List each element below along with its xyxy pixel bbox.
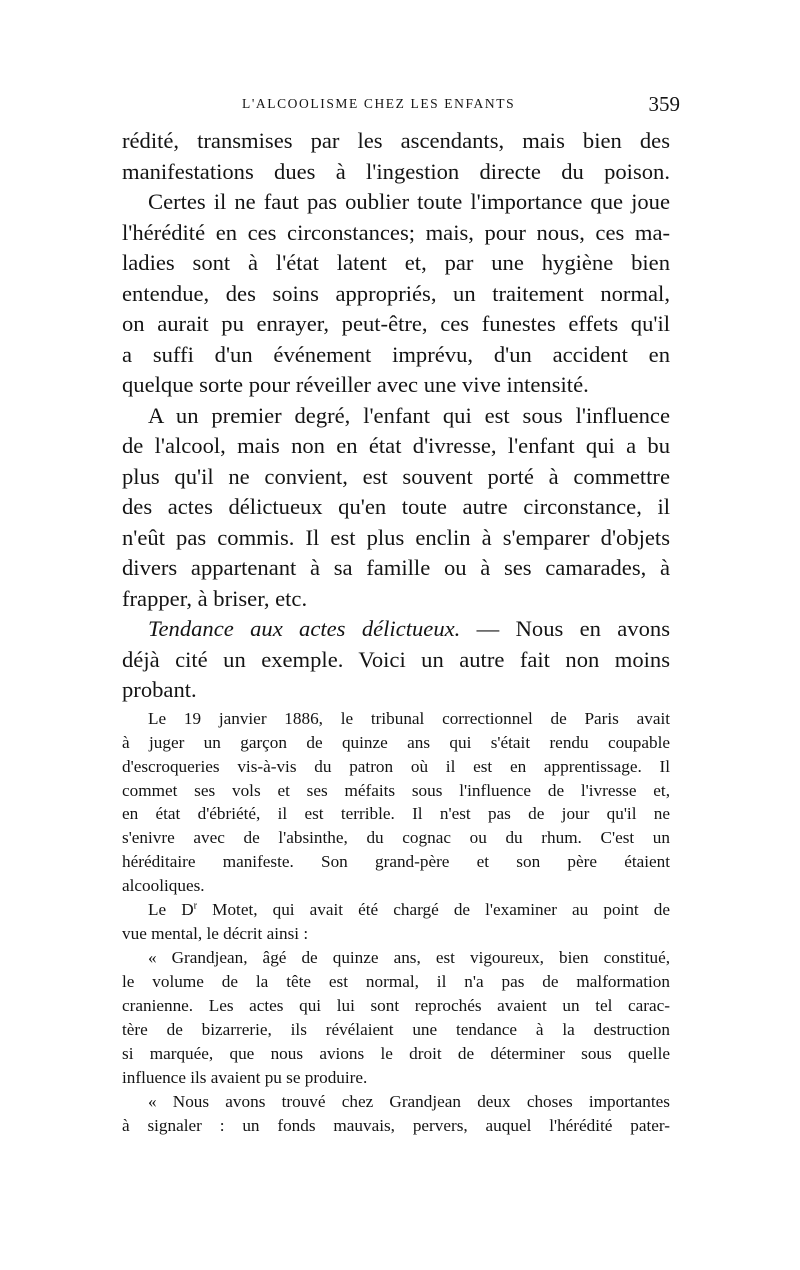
text-line: frapper, à briser, etc. [122, 586, 308, 611]
text-line: plus qu'il ne convient, est souvent porté à commettre [122, 464, 670, 489]
section-heading-rest: — Nous en avons [460, 616, 670, 641]
quote-line: « Nous avons trouvé chez Grandjean deux choses importantes [148, 1092, 670, 1111]
text-line: rédité, transmises par les ascendants, mais bien des [122, 128, 670, 153]
motet-post: Motet, qui avait été chargé de l'examiner au point de [197, 900, 670, 919]
quote-line: « Grandjean, âgé de quinze ans, est vigoureux, bien constitué, [148, 948, 670, 967]
quote-line: tère de bizarrerie, ils révélaient une tendance à la destruction [122, 1020, 670, 1039]
text-line: manifestations dues à l'ingestion directe du poison. [122, 159, 670, 184]
text-line: des actes délictueux qu'en toute autre circonstance, il [122, 494, 670, 519]
section-heading-italic: Tendance aux actes délictueux. [148, 616, 461, 641]
quote-line: commet ses vols et ses méfaits sous l'influence de l'ivresse et, [122, 781, 670, 800]
quote-line: cranienne. Les actes qui lui sont reprochés avaient un tel carac- [122, 996, 670, 1015]
quote-line: le volume de la tête est normal, il n'a pas de malformation [122, 972, 670, 991]
motet-sup: r [193, 900, 198, 912]
page-header [120, 92, 680, 116]
quote-line: alcooliques. [122, 876, 205, 895]
text-line: divers appartenant à sa famille ou à ses camarades, à [122, 555, 670, 580]
text-line: l'hérédité en ces circonstances; mais, pour nous, ces ma- [122, 220, 670, 245]
text-line: A un premier degré, l'enfant qui est sous l'influence [148, 403, 670, 428]
quote-line: à signaler : un fonds mauvais, pervers, auquel l'hérédité pater- [122, 1116, 670, 1135]
quote-line: héréditaire manifeste. Son grand-père et son père étaient [122, 852, 670, 871]
quote-line [148, 898, 670, 921]
text-line: de l'alcool, mais non en état d'ivresse, l'enfant qui a bu [122, 433, 670, 458]
motet-pre: Le D [148, 900, 194, 919]
section-heading-line [148, 614, 670, 643]
text-line: ladies sont à l'état latent et, par une hygiène bien [122, 250, 670, 275]
quote-line: Le 19 janvier 1886, le tribunal correctionnel de Paris avait [148, 709, 670, 728]
text-line: n'eût pas commis. Il est plus enclin à s'emparer d'objets [122, 525, 670, 550]
quote-line: si marquée, que nous avions le droit de déterminer sous quelle [122, 1044, 670, 1063]
quote-line: s'enivre avec de l'absinthe, du cognac ou du rhum. C'est un [122, 828, 670, 847]
quote-line: d'escroqueries vis-à-vis du patron où il est en apprentissage. Il [122, 757, 670, 776]
quote-line: influence ils avaient pu se produire. [122, 1068, 368, 1087]
quote-line: à juger un garçon de quinze ans qui s'était rendu coupable [122, 733, 670, 752]
quote-line: vue mental, le décrit ainsi : [122, 924, 309, 943]
text-line: a suffi d'un événement imprévu, d'un accident en [122, 342, 670, 367]
quote-line: en état d'ébriété, il est terrible. Il n'est pas de jour qu'il ne [122, 804, 670, 823]
text-line: déjà cité un exemple. Voici un autre fait non moins [122, 647, 670, 672]
text-line: probant. [122, 677, 197, 702]
text-line: Certes il ne faut pas oublier toute l'importance que joue [148, 189, 670, 214]
page-number: 359 [648, 92, 680, 116]
text-line: on aurait pu enrayer, peut-être, ces funestes effets qu'il [122, 311, 670, 336]
text-line: entendue, des soins appropriés, un traitement normal, [122, 281, 670, 306]
text-line: quelque sorte pour réveiller avec une vive intensité. [122, 372, 589, 397]
running-title: L'ALCOOLISME CHEZ LES ENFANTS [242, 96, 516, 111]
